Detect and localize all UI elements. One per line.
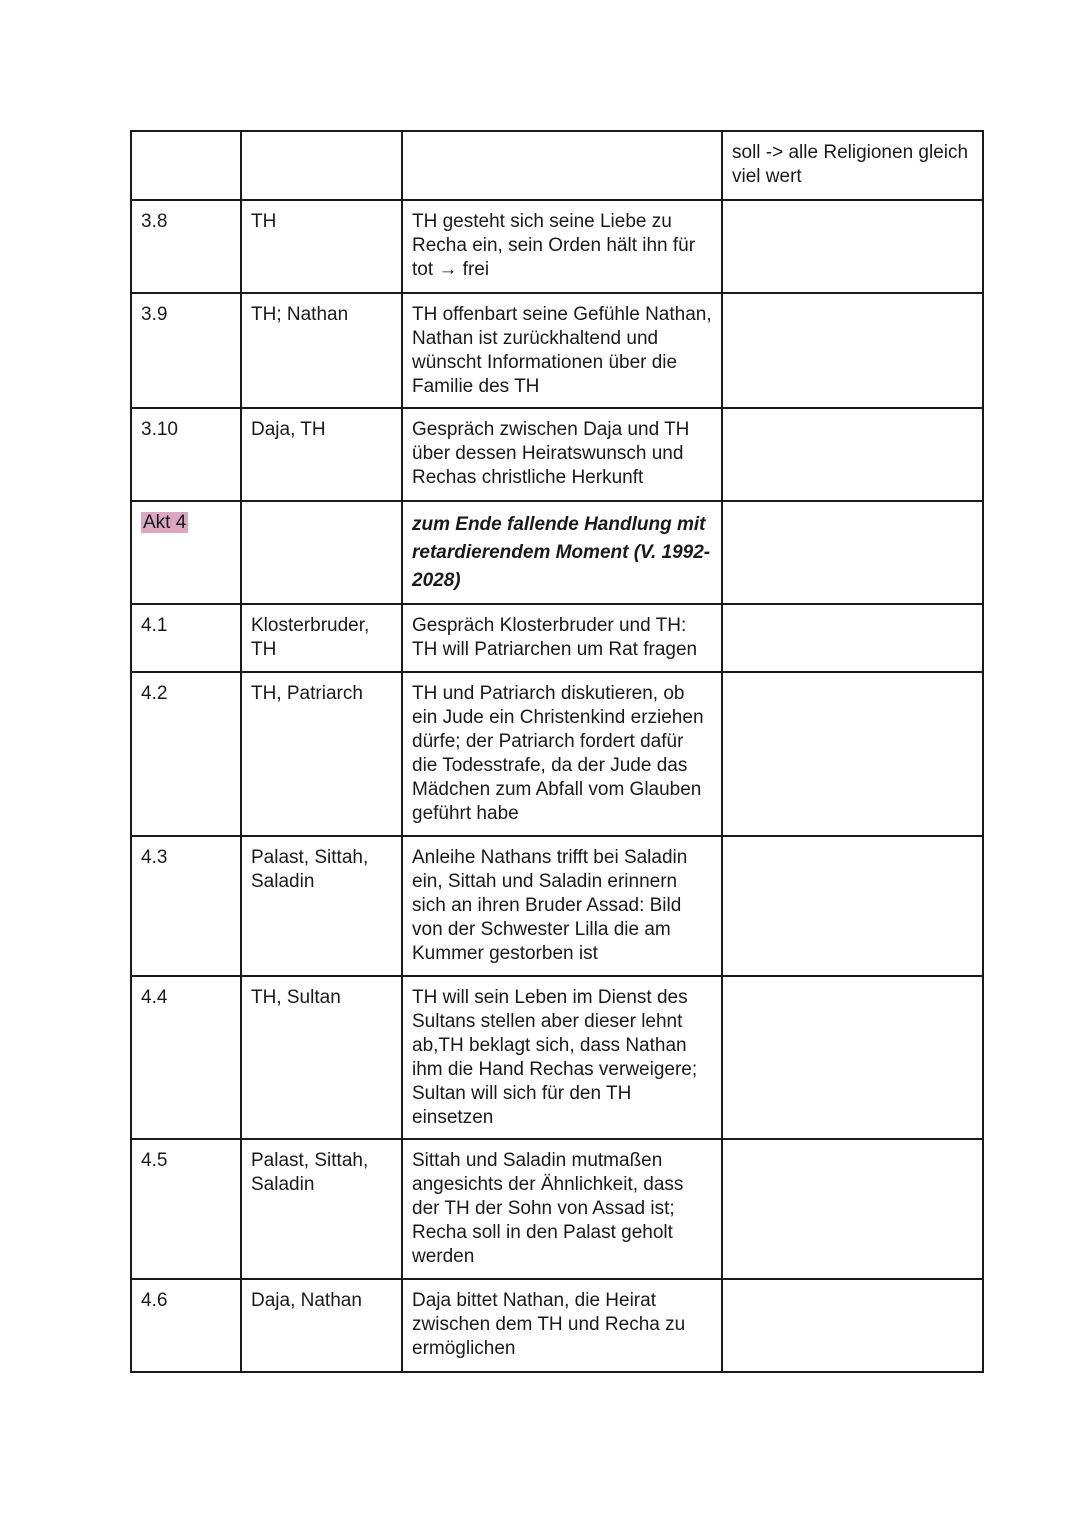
table-row — [131, 976, 983, 1139]
characters-cell: TH, Patriarch — [241, 672, 402, 836]
note-cell — [722, 672, 983, 836]
table-row — [131, 604, 983, 672]
content-cell: TH gesteht sich seine Liebe zu Recha ein, sein Orden hält ihn für tot → frei — [402, 200, 722, 293]
note-cell — [722, 501, 983, 604]
scene-cell: 4.3 — [131, 836, 241, 976]
scene-cell: 4.6 — [131, 1279, 241, 1372]
table-row — [131, 1139, 983, 1279]
scene-cell: 4.1 — [131, 604, 241, 672]
scene-cell — [131, 131, 241, 200]
content-cell: TH und Patriarch diskutieren, ob ein Jude ein Christenkind erziehen dürfe; der Patriarch fordert dafür die Todesstrafe, da der Jude das Mädchen zum Abfall vom Glauben geführt habe — [402, 672, 722, 836]
table-row — [131, 293, 983, 408]
characters-cell: Palast, Sittah, Saladin — [241, 1139, 402, 1279]
note-cell — [722, 408, 983, 501]
scene-cell: 4.4 — [131, 976, 241, 1139]
content-cell: TH will sein Leben im Dienst des Sultans stellen aber dieser lehnt ab,TH beklagt sich, dass Nathan ihm die Hand Rechas verweigere; Sultan will sich für den TH einsetzen — [402, 976, 722, 1139]
scene-cell: 3.9 — [131, 293, 241, 408]
act-header-row — [131, 501, 983, 604]
act-summary-cell — [402, 501, 722, 604]
table-row — [131, 836, 983, 976]
table-row — [131, 408, 983, 501]
act-label: Akt 4 — [143, 512, 187, 533]
note-cell: soll -> alle Religionen gleich viel wert — [722, 131, 983, 200]
characters-cell — [241, 501, 402, 604]
characters-cell — [241, 131, 402, 200]
note-cell — [722, 1139, 983, 1279]
content-cell: Gespräch zwischen Daja und TH über dessen Heiratswunsch und Rechas christliche Herkunft — [402, 408, 722, 501]
scene-cell: 3.10 — [131, 408, 241, 501]
characters-cell: Daja, Nathan — [241, 1279, 402, 1372]
act-summary: zum Ende fallende Handlung mit retardierendem Moment (V. 1992-2028) — [412, 514, 711, 591]
content-cell: TH offenbart seine Gefühle Nathan, Nathan ist zurückhaltend und wünscht Informationen über die Familie des TH — [402, 293, 722, 408]
note-cell — [722, 836, 983, 976]
scene-overview-table — [130, 130, 984, 1373]
characters-cell: TH, Sultan — [241, 976, 402, 1139]
scene-cell: 4.5 — [131, 1139, 241, 1279]
characters-cell: Klosterbruder, TH — [241, 604, 402, 672]
scene-cell: 4.2 — [131, 672, 241, 836]
note-cell — [722, 976, 983, 1139]
content-cell: Anleihe Nathans trifft bei Saladin ein, Sittah und Saladin erinnern sich an ihren Bruder Assad: Bild von der Schwester Lilla die am Kummer gestorben ist — [402, 836, 722, 976]
characters-cell: TH; Nathan — [241, 293, 402, 408]
table-row — [131, 200, 983, 293]
note-cell — [722, 293, 983, 408]
content-cell: Gespräch Klosterbruder und TH: TH will Patriarchen um Rat fragen — [402, 604, 722, 672]
note-cell — [722, 1279, 983, 1372]
characters-cell: Daja, TH — [241, 408, 402, 501]
scene-cell: 3.8 — [131, 200, 241, 293]
act-cell — [131, 501, 241, 604]
content-cell: Sittah und Saladin mutmaßen angesichts der Ähnlichkeit, dass der TH der Sohn von Assad ist; Recha soll in den Palast geholt werden — [402, 1139, 722, 1279]
content-cell — [402, 131, 722, 200]
table-row — [131, 672, 983, 836]
table-row — [131, 131, 983, 200]
characters-cell: Palast, Sittah, Saladin — [241, 836, 402, 976]
characters-cell: TH — [241, 200, 402, 293]
note-cell — [722, 200, 983, 293]
note-cell — [722, 604, 983, 672]
content-cell: Daja bittet Nathan, die Heirat zwischen dem TH und Recha zu ermöglichen — [402, 1279, 722, 1372]
table-row — [131, 1279, 983, 1372]
